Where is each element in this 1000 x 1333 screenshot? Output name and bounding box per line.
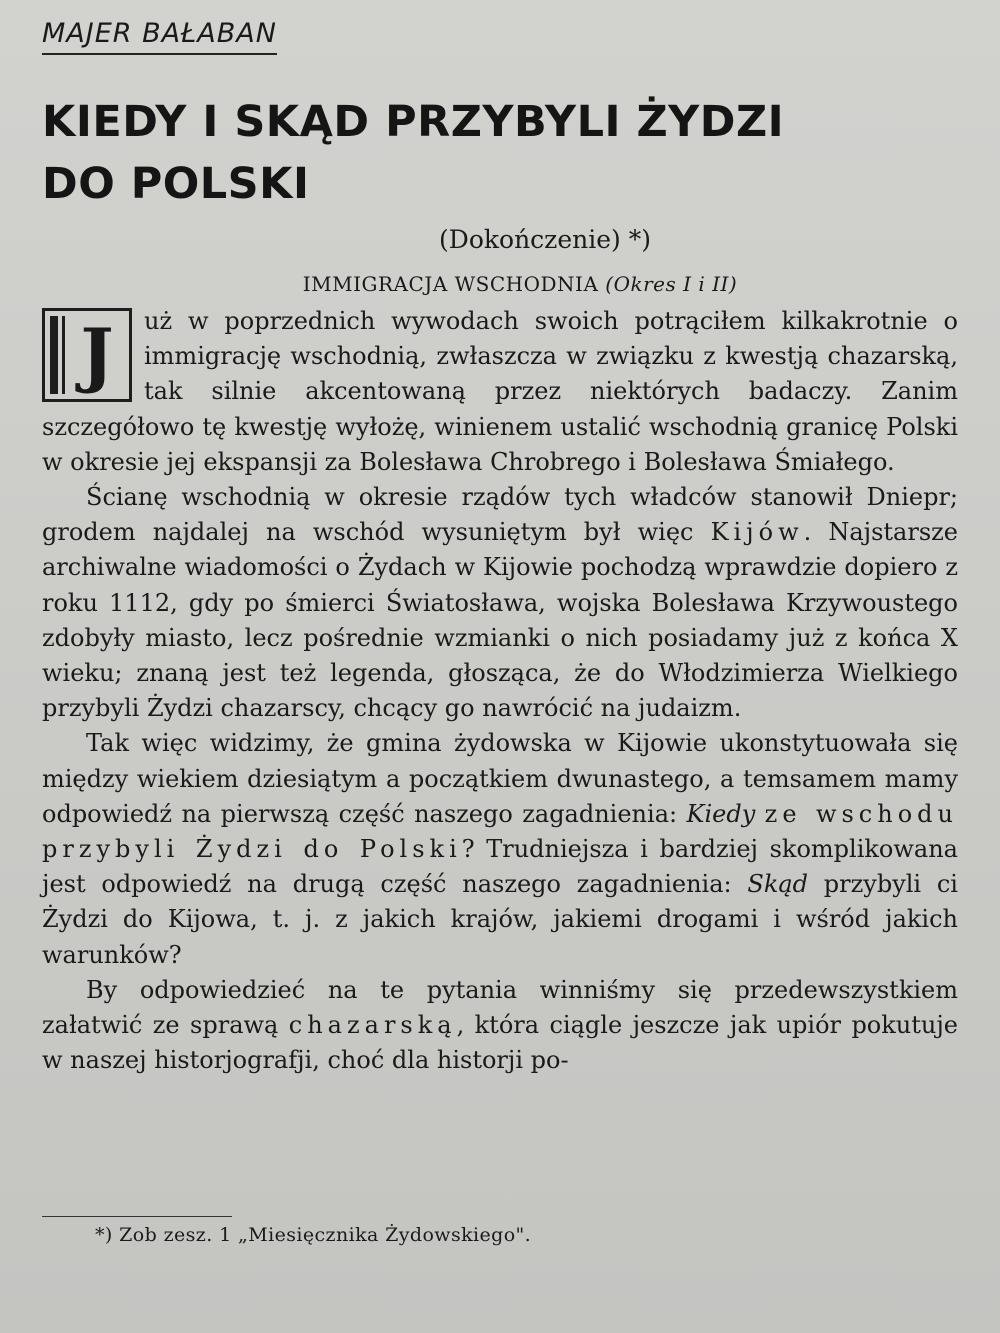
paragraph-3: [42, 726, 958, 972]
title-line-2: DO POLSKI: [42, 159, 310, 209]
article-title: [42, 91, 842, 215]
paragraph-1-text: uż w poprzednich wywodach swoich potrąciłem kilkakrotnie o immigrację wschodnią, zwłaszcza w związku z kwestją chazarską, tak silnie akcentowaną przez niektórych badaczy. Zanim szczegółowo tę kwestję wyłożę, winienem ustalić wschodnią granicę Polski w okresie jej ekspansji za Bolesława Chrobrego i Bolesława Śmiałego.: [42, 307, 958, 476]
article-subtitle: (Dokończenie) *): [439, 225, 651, 254]
paragraph-4-text-end: , która ciągle jeszcze jak upiór pokutuje w naszej historjografji, choć dla historji po-: [42, 1011, 958, 1075]
paragraph-2: [42, 480, 958, 726]
dropcap-letter: J: [80, 313, 114, 396]
emphasis-kijow: Kijów: [710, 518, 804, 547]
emphasis-kiedy: Kiedy: [686, 799, 756, 828]
paragraph-3-text-mid: ? Trudniejsza i bardziej skomplikowana jest odpowiedź na drugą część naszego zagadnienia:: [42, 835, 958, 899]
emphasis-chazarska: chazarską: [288, 1011, 457, 1040]
dropcap: [42, 308, 132, 402]
section-heading-note: (Okres I i II): [605, 272, 738, 296]
section-heading-text: IMMIGRACJA WSCHODNIA: [302, 272, 599, 296]
paragraph-2-text-end: . Najstarsze archiwalne wiadomości o Żydach w Kijowie pochodzą wprawdzie dopiero z roku 1112, gdy po śmierci Światosława, wojska Bolesława Krzywoustego zdobyły miasto, lecz pośrednie wzmianki o nich posiadamy już z końca X wieku; znaną jest też legenda, głosząca, że do Włodzimierza Wielkiego przybyli Żydzi chazarscy, chcący go nawrócić na judaizm.: [42, 518, 959, 723]
title-line-1: KIEDY I SKĄD PRZYBYLI ŻYDZI: [42, 97, 785, 147]
dropcap-ornament: [50, 316, 58, 394]
emphasis-question: ze wschodu przybyli Żydzi do Polski: [42, 799, 958, 864]
paragraph-3-text-end: przybyli ci Żydzi do Kijowa, t. j. z jakich krajów, jakiemi drogami i wśród jakich warunków?: [42, 870, 958, 969]
paragraph-2-text: Ścianę wschodnią w okresie rządów tych władców stanowił Dniepr; grodem najdalej na wschód wysuniętym był więc: [42, 483, 958, 547]
article-body: [42, 304, 958, 1078]
author-name: MAJER BAŁABAN: [42, 18, 277, 55]
footnote: *) Zob zesz. 1 „Miesięcznika Żydowskiego".: [95, 1224, 532, 1246]
dropcap-ornament-thin: [62, 316, 65, 394]
footnote-divider: [42, 1216, 232, 1217]
emphasis-skad: Skąd: [747, 870, 809, 899]
section-heading: [42, 272, 958, 296]
paragraph-4: [42, 973, 958, 1079]
paragraph-1: [42, 304, 958, 480]
paragraph-3-text: Tak więc widzimy, że gmina żydowska w Kijowie ukonstytuowała się między wiekiem dziesiątym a początkiem dwunastego, a temsamem mamy odpowiedź na pierwszą część naszego zagadnienia:: [42, 729, 958, 828]
paragraph-4-text: By odpowiedzieć na te pytania winniśmy się przedewszystkiem załatwić ze sprawą: [42, 975, 958, 1040]
